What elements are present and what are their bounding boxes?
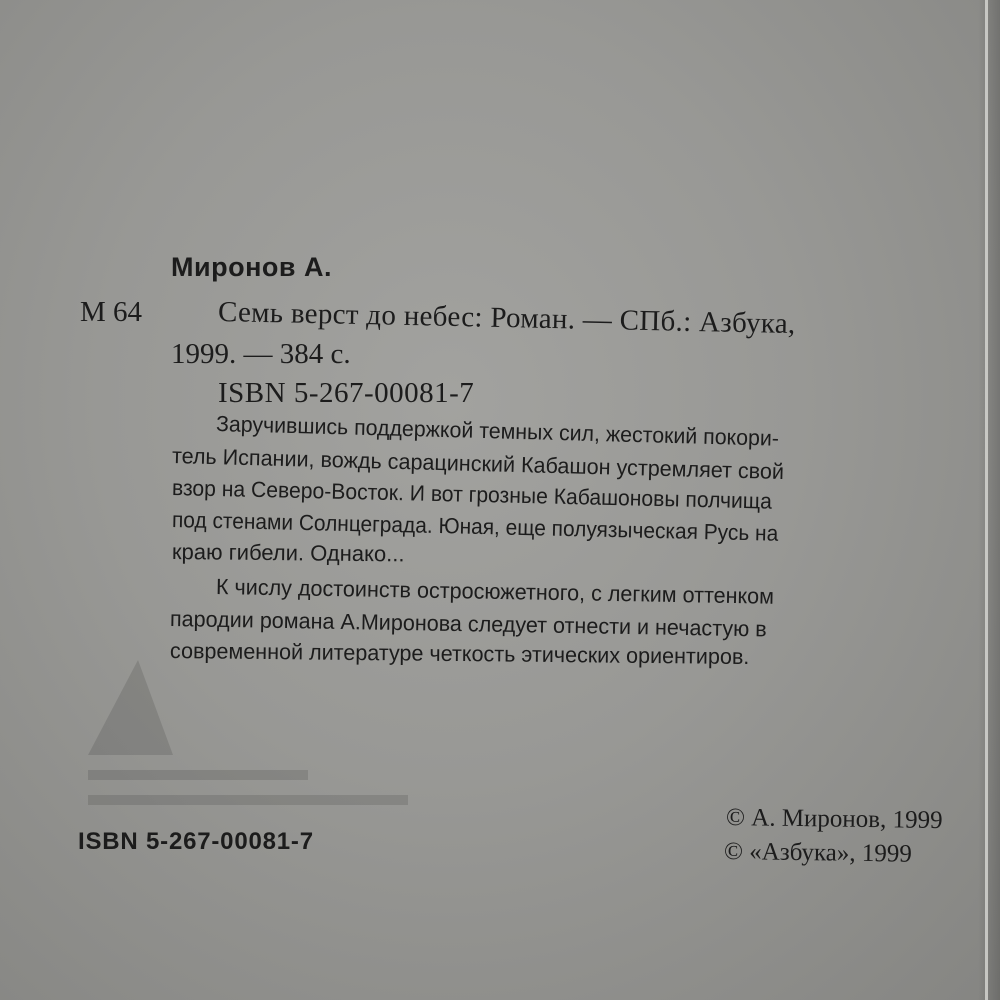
annotation-line-6: К числу достоинств остросюжетного, с легким оттенком [215, 574, 775, 609]
isbn-footer: ISBN 5-267-00081-7 [78, 828, 314, 855]
page-edge-shadow [978, 0, 1000, 1000]
copyright-publisher: © «Азбука», 1999 [723, 838, 912, 868]
title-line-1: Семь верст до небес: Роман. — СПб.: Азбука, [217, 296, 796, 341]
annotation-line-7: пародии романа А.Миронова следует отнести и нечастую в [169, 606, 767, 642]
copyright-author: © А. Миронов, 1999 [725, 804, 943, 835]
annotation-line-5: краю гибели. Однако... [171, 539, 405, 567]
bleed-through-logo-icon [78, 650, 418, 840]
annotation-line-4: под стенами Солнцеграда. Юная, еще полуязыческая Русь на [171, 507, 779, 546]
annotation-line-8: современной литературе четкость этических ориентиров. [169, 638, 750, 670]
author-name: Миронов А. [171, 252, 332, 282]
page-edge [985, 0, 988, 1000]
library-code: М 64 [80, 296, 143, 328]
title-line-2: 1999. — 384 с. [171, 338, 351, 370]
isbn-catalog: ISBN 5-267-00081-7 [218, 377, 475, 409]
annotation-line-3: взор на Северо-Восток. И вот грозные Кабашоновы полчища [171, 475, 773, 514]
annotation-line-1: Заручившись поддержкой темных сил, жестокий покори- [215, 411, 780, 451]
annotation-line-2: тель Испании, вождь сарацинский Кабашон устремляет свой [171, 443, 785, 485]
